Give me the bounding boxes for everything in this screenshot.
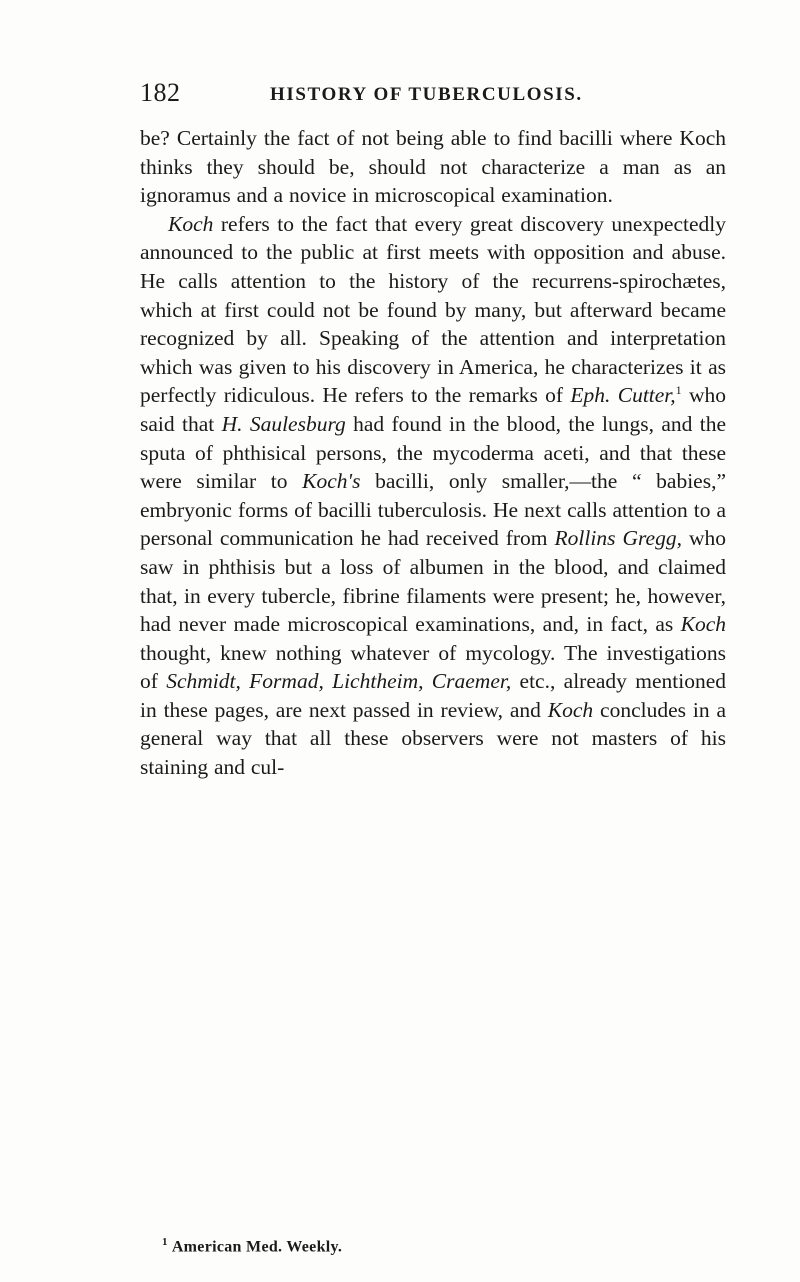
text-segment: concludes in a general way that all these observers were not masters of his staining and cul- [140,697,726,780]
text-segment: bacilli, only smaller,—the “ babies,” embryonic forms of bacilli tuberculosis. He next calls attention to a personal communication he had received from [140,469,726,551]
text-segment: who said that [140,383,727,436]
italic-name: Eph. Cutter, [570,383,676,408]
paragraph-continued: be? Certainly the fact of not being able to find bacilli where Koch thinks they should be, should not characterize a man as an ignoramus and a novice in microscopical examination. [140,126,726,208]
footnote-reference: 1 [675,383,682,398]
italic-name: Koch's [302,469,361,494]
italic-name: Rollins Gregg, [554,526,682,551]
text-segment: had found in the blood, the lungs, and the sputa of phthisical persons, the mycoderma aceti, and that these were similar to [140,411,726,494]
text-segment: who saw in phthisis but a loss of albumen in the blood, and claimed that, in every tubercle, fibrine filaments were present; he, however, had never made microscopical examinations, and, in fact, as [140,526,726,637]
italic-name: H. Saulesburg [221,411,346,436]
text-segment: etc., already mentioned in these pages, are next passed in review, and [140,669,726,722]
paragraph-koch-refers [140,210,726,782]
footnote [162,1236,342,1256]
italic-name: Koch [547,697,594,722]
running-head: HISTORY OF TUBERCULOSIS. [270,84,583,105]
footnote-text: American Med. Weekly. [171,1238,343,1256]
italic-name: Koch [680,612,726,637]
italic-name: Schmidt, Formad, Lichtheim, Craemer, [166,669,512,694]
footnote-marker: 1 [162,1236,168,1248]
text-segment: refers to the fact that every great discovery unexpectedly announced to the public at first meets with opposition and abuse. He calls attention to the history of the recurrens-spirochætes, which at first could not be found by many, but afterward became recognized by all. Speaking of the attention and interpretation which was given to his discovery in America, he characterizes it as perfectly ridiculous. He refers to the remarks of [140,211,726,408]
page-header [140,78,720,114]
italic-name: Koch [168,211,214,236]
body-text [140,124,726,782]
text-segment: thought, knew nothing whatever of mycology. The investigations of [140,640,726,694]
page-number: 182 [140,78,181,107]
